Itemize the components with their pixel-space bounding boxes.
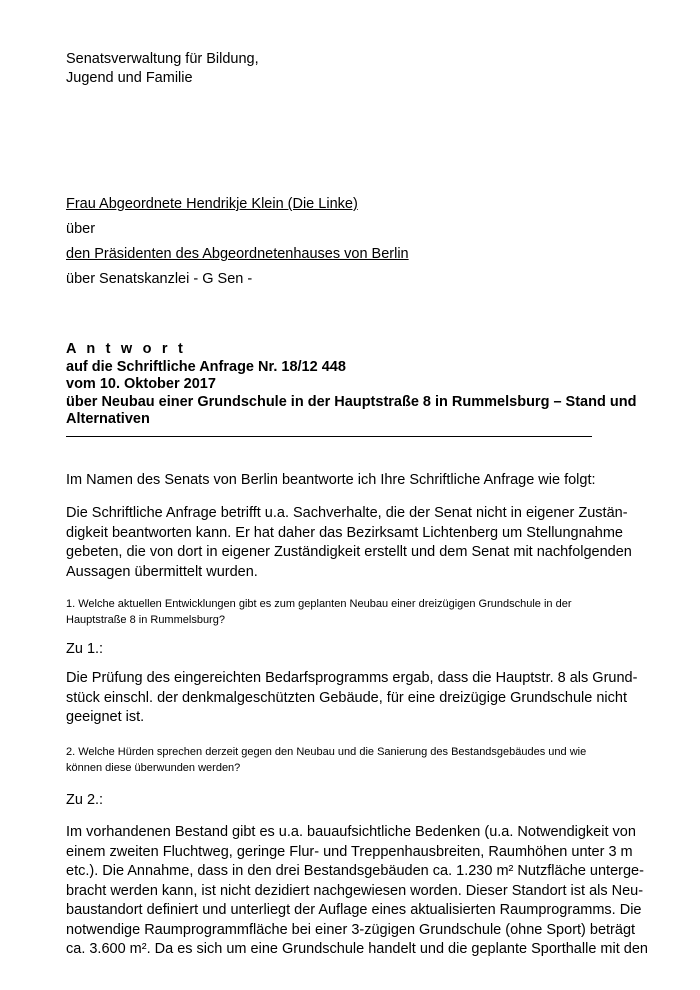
inquiry-subject-line-1: über Neubau einer Grundschule in der Hauptstraße 8 in Rummelsburg – Stand und [66,393,637,410]
note-line: Die Schriftliche Anfrage betrifft u.a. Sachverhalte, die der Senat nicht in eigener Zustän- [66,505,628,521]
question-line: 2. Welche Hürden sprechen derzeit gegen den Neubau und die Sanierung des Bestandsgebäudes und wie [66,746,587,758]
note-paragraph [66,504,636,582]
intro-paragraph [66,471,636,491]
answer-label-text: Zu 1.: [66,641,104,657]
via-label-1: über [66,221,96,237]
note-line: gebeten, die von dort in eigener Zuständigkeit erstellt und dem Senat mit nachfolgenden [66,544,632,560]
via-senate-chancellery: über Senatskanzlei - G Sen - [66,271,253,287]
answer-line: stück einschl. der denkmalgeschützten Gebäude, für eine dreizügige Grundschule nicht [66,689,627,706]
answer-line: baustandort definiert und unterliegt der Auflage eines aktualisierten Raumprogramms. Die [66,902,642,918]
answer-2-label [66,791,636,811]
sender-line-2: Jugend und Familie [66,70,193,86]
question-line: Hauptstraße 8 in Rummelsburg? [66,613,225,626]
answer-line: geeignet ist. [66,709,145,725]
inquiry-number: auf die Schriftliche Anfrage Nr. 18/12 448 [66,358,346,375]
recipient-president: den Präsidenten des Abgeordnetenhauses von Berlin [66,246,409,262]
answer-line: Im vorhandenen Bestand gibt es u.a. bauaufsichtliche Bedenken (u.a. Notwendigkeit von [66,824,636,840]
recipient-name: Frau Abgeordnete Hendrikje Klein (Die Linke) [66,196,358,212]
answer-label-text: Zu 2.: [66,792,104,808]
answer-1-paragraph [66,669,636,728]
sender-line-1: Senatsverwaltung für Bildung, [66,51,259,67]
answer-2-paragraph [66,823,648,960]
answer-line: etc.). Die Annahme, dass in den drei Bestandsgebäuden ca. 1.230 m² Nutzfläche unterge- [66,863,644,879]
note-line: Aussagen übermittelt wurden. [66,563,258,580]
answer-1-label [66,640,636,660]
intro-line: Im Namen des Senats von Berlin beantworte ich Ihre Schriftliche Anfrage wie folgt: [66,472,596,488]
answer-title: A n t w o r t [66,341,186,357]
answer-line: Die Prüfung des eingereichten Bedarfsprogramms ergab, dass die Hauptstr. 8 als Grund- [66,670,638,686]
answer-line: bracht werden kann, ist nicht dezidiert nachgewiesen worden. Dieser Standort ist als Neu- [66,882,644,899]
inquiry-date: vom 10. Oktober 2017 [66,376,216,392]
note-line: digkeit beantworten kann. Er hat daher das Bezirksamt Lichtenberg um Stellungnahme [66,524,623,541]
question-line: 1. Welche aktuellen Entwicklungen gibt es zum geplanten Neubau einer dreizügigen Grundschule in der [66,598,572,610]
sender-block [66,50,259,88]
question-2 [66,745,636,776]
answer-heading [66,341,637,429]
heading-divider [66,436,592,437]
question-1 [66,597,636,628]
inquiry-subject-line-2: Alternativen [66,411,150,427]
answer-line: notwendige Raumprogrammfläche bei einer 3-zügigen Grundschule (ohne Sport) beträgt [66,921,636,938]
answer-line: einem zweiten Fluchtweg, geringe Flur- und Treppenhausbreiten, Raumhöhen unter 3 m [66,843,633,860]
question-line: können diese überwunden werden? [66,761,241,774]
answer-line: ca. 3.600 m². Da es sich um eine Grundschule handelt und die geplante Sporthalle mit den [66,941,648,957]
